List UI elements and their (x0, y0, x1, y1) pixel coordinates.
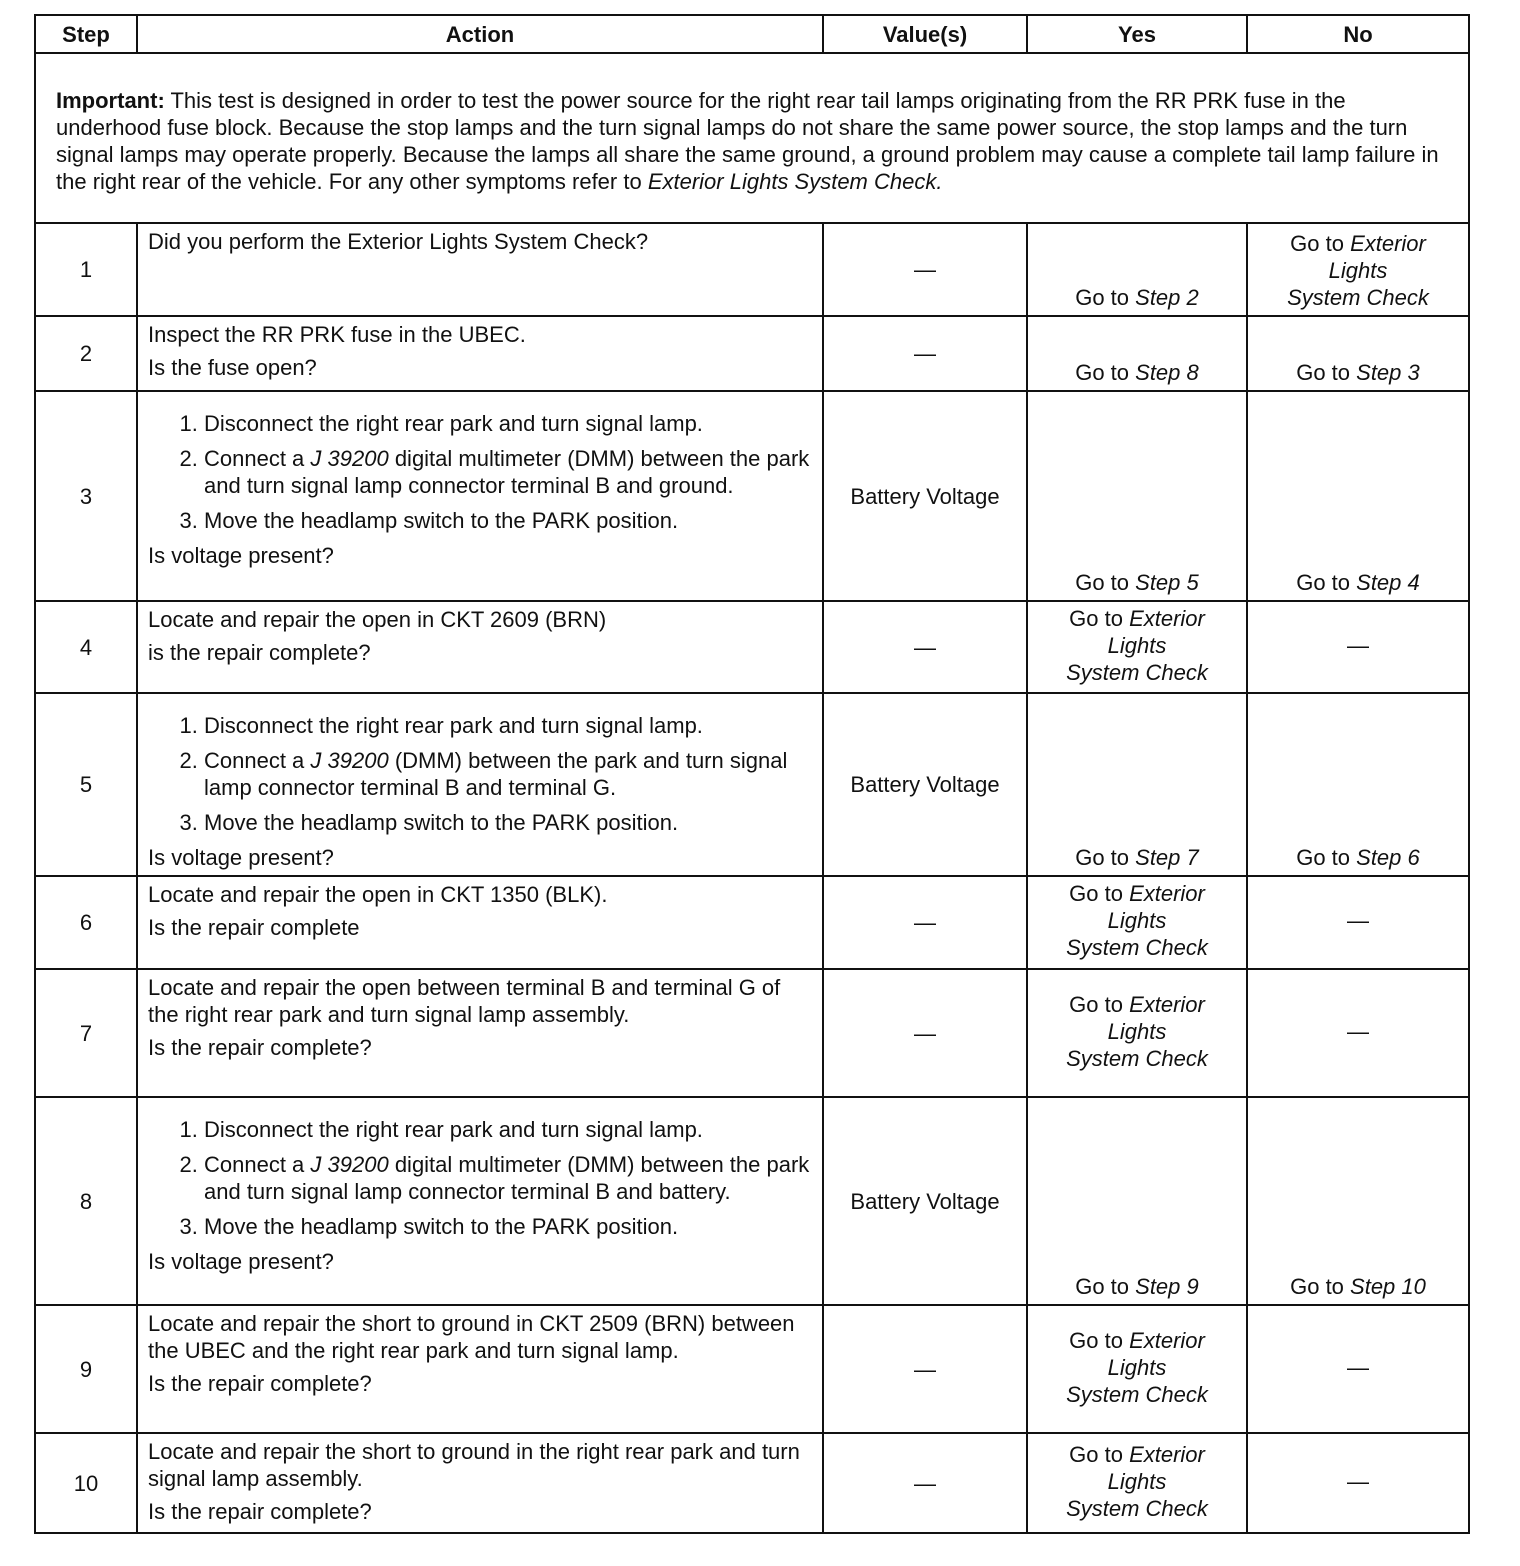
action-cell (137, 1305, 823, 1433)
yes-cell (1027, 1305, 1247, 1433)
item-text: Disconnect the right rear park and turn signal lamp. (204, 713, 703, 738)
action-question: Is the repair complete? (148, 1371, 372, 1396)
item-text: Disconnect the right rear park and turn signal lamp. (204, 1117, 703, 1142)
item-text: (DMM) between the park and turn signal lamp connector terminal B and terminal G. (204, 748, 788, 800)
yes-cell (1027, 223, 1247, 316)
step-number: 5 (35, 693, 137, 876)
exterior-ref-line2: Lights (1328, 258, 1388, 283)
item-text: Disconnect the right rear park and turn signal lamp. (204, 411, 703, 436)
yes-cell (1027, 876, 1247, 969)
action-cell (137, 693, 823, 876)
step-number: 2 (35, 316, 137, 391)
no-cell: — (1247, 1305, 1469, 1433)
no-cell (1247, 693, 1469, 876)
tool-ref: J 39200 (310, 446, 389, 471)
step-number: 7 (35, 969, 137, 1097)
yes-cell (1027, 969, 1247, 1097)
important-note (35, 53, 1469, 223)
list-item (204, 507, 812, 534)
action-question: Is the repair complete (148, 915, 360, 940)
yes-cell (1027, 693, 1247, 876)
step-ref-prefix: Step (1135, 360, 1187, 385)
important-note-row (35, 53, 1469, 223)
header-action: Action (137, 15, 823, 53)
tool-ref: J 39200 (310, 1152, 389, 1177)
table-row (35, 316, 1469, 391)
action-text: Locate and repair the short to ground in the right rear park and turn signal lamp assembly. (148, 1439, 800, 1491)
exterior-ref-line1: Exterior (1350, 231, 1426, 256)
exterior-ref-line3: System Check (1066, 1045, 1208, 1071)
goto-label: Go to (1075, 360, 1136, 385)
list-item (204, 1213, 812, 1240)
goto-label: Go to (1069, 1441, 1130, 1467)
exterior-ref-line1: Exterior (1129, 881, 1205, 906)
action-text: Locate and repair the open in CKT 2609 (BRN) (148, 607, 607, 632)
exterior-ref-line2: Lights (1107, 632, 1167, 658)
item-text: Move the headlamp switch to the PARK position. (204, 508, 679, 533)
item-text: digital multimeter (DMM) between the park and turn signal lamp connector terminal B and ground. (204, 446, 810, 498)
step-ref-number: 6 (1407, 845, 1420, 870)
no-cell (1247, 316, 1469, 391)
no-cell: — (1247, 876, 1469, 969)
no-cell: — (1247, 969, 1469, 1097)
goto-label: Go to (1075, 1274, 1136, 1299)
action-cell (137, 601, 823, 693)
step-ref-prefix: Step (1350, 1274, 1402, 1299)
step-ref-number: 5 (1186, 570, 1199, 595)
step-ref-number: 2 (1186, 285, 1199, 310)
step-number: 4 (35, 601, 137, 693)
goto-label: Go to (1069, 1327, 1130, 1353)
value-cell: — (823, 969, 1027, 1097)
important-text: This test is designed in order to test the power source for the right rear tail lamps originating from the RR PRK fuse in the underhood fuse block. Because the stop lamps and the turn signal lamps do not share the same power source, the stop lamps and the turn signal lamps may operate properly. Because the lamps all share the same ground, a ground problem may cause a complete tail lamp failure in the right rear of the vehicle. For any other symptoms refer to (56, 88, 1439, 194)
yes-cell (1027, 391, 1247, 601)
step-ref-number: 10 (1401, 1274, 1426, 1299)
item-text: digital multimeter (DMM) between the park and turn signal lamp connector terminal B and battery. (204, 1152, 810, 1204)
step-number: 10 (35, 1433, 137, 1533)
exterior-ref-line2: Lights (1107, 1468, 1167, 1494)
value-cell: Battery Voltage (823, 1097, 1027, 1305)
exterior-ref-line1: Exterior (1129, 991, 1205, 1017)
list-item (204, 1116, 812, 1143)
step-ref-prefix: Step (1135, 1274, 1187, 1299)
value-cell: — (823, 601, 1027, 693)
step-ref-number: 4 (1407, 570, 1420, 595)
value-cell: Battery Voltage (823, 391, 1027, 601)
exterior-ref-line2: Lights (1107, 1354, 1167, 1380)
value-cell: — (823, 316, 1027, 391)
action-question: Is voltage present? (148, 1249, 334, 1274)
header-values: Value(s) (823, 15, 1027, 53)
goto-label: Go to (1290, 231, 1351, 256)
table-row (35, 693, 1469, 876)
table-row (35, 1305, 1469, 1433)
table-row (35, 969, 1469, 1097)
list-item (204, 809, 812, 836)
header-no: No (1247, 15, 1469, 53)
list-item (204, 747, 812, 801)
goto-label: Go to (1075, 845, 1136, 870)
action-question: Is the fuse open? (148, 355, 317, 380)
no-cell: — (1247, 601, 1469, 693)
list-item (204, 712, 812, 739)
action-text: Locate and repair the open in CKT 1350 (BLK). (148, 882, 608, 907)
yes-cell (1027, 601, 1247, 693)
action-cell (137, 1433, 823, 1533)
action-cell (137, 969, 823, 1097)
action-text: Locate and repair the open between terminal B and terminal G of the right rear park and turn signal lamp assembly. (148, 975, 781, 1027)
value-cell: — (823, 223, 1027, 316)
table-row (35, 223, 1469, 316)
step-ref-prefix: Step (1356, 845, 1408, 870)
action-question: Is the repair complete? (148, 1499, 372, 1524)
value-cell: — (823, 1433, 1027, 1533)
action-question: Is the repair complete? (148, 1035, 372, 1060)
action-text: Did you perform the Exterior Lights System Check? (148, 229, 649, 254)
step-ref-prefix: Step (1135, 285, 1187, 310)
header-yes: Yes (1027, 15, 1247, 53)
tool-ref: J 39200 (310, 748, 389, 773)
header-step: Step (35, 15, 137, 53)
action-cell (137, 1097, 823, 1305)
action-text: Locate and repair the short to ground in CKT 2509 (BRN) between the UBEC and the right rear park and turn signal lamp. (148, 1311, 795, 1363)
exterior-ref-line2: Lights (1107, 908, 1167, 933)
action-steps-list (148, 410, 812, 534)
important-label: Important: (56, 88, 165, 113)
exterior-ref-line3: System Check (1066, 1381, 1208, 1407)
table-row (35, 876, 1469, 969)
goto-label: Go to (1075, 570, 1136, 595)
step-ref-prefix: Step (1135, 845, 1187, 870)
exterior-ref-line3: System Check (1066, 659, 1208, 685)
no-cell (1247, 391, 1469, 601)
exterior-ref-line3: System Check (1066, 1495, 1208, 1521)
action-cell (137, 223, 823, 316)
item-text: Move the headlamp switch to the PARK position. (204, 810, 679, 835)
header-row (35, 15, 1469, 53)
action-question: Is voltage present? (148, 845, 334, 870)
step-number: 1 (35, 223, 137, 316)
action-steps-list (148, 712, 812, 836)
action-question: Is voltage present? (148, 543, 334, 568)
action-text: Inspect the RR PRK fuse in the UBEC. (148, 322, 526, 347)
value-cell: Battery Voltage (823, 693, 1027, 876)
value-cell: — (823, 876, 1027, 969)
important-ref: Exterior Lights System Check. (647, 169, 943, 194)
exterior-ref-line3: System Check (1066, 935, 1208, 960)
list-item (204, 445, 812, 499)
step-ref-number: 3 (1407, 360, 1420, 385)
step-number: 8 (35, 1097, 137, 1305)
table-row (35, 1097, 1469, 1305)
goto-label: Go to (1069, 605, 1130, 631)
item-text: Connect a (204, 446, 311, 471)
item-text: Connect a (204, 748, 311, 773)
step-number: 3 (35, 391, 137, 601)
yes-cell (1027, 1097, 1247, 1305)
exterior-ref-line2: Lights (1107, 1018, 1167, 1044)
action-steps-list (148, 1116, 812, 1240)
no-cell (1247, 223, 1469, 316)
no-cell (1247, 1097, 1469, 1305)
step-number: 6 (35, 876, 137, 969)
item-text: Connect a (204, 1152, 311, 1177)
goto-label: Go to (1296, 845, 1357, 870)
yes-cell (1027, 316, 1247, 391)
goto-label: Go to (1296, 360, 1357, 385)
yes-cell (1027, 1433, 1247, 1533)
step-ref-number: 7 (1186, 845, 1199, 870)
goto-label: Go to (1069, 991, 1130, 1017)
step-ref-prefix: Step (1356, 360, 1408, 385)
goto-label: Go to (1296, 570, 1357, 595)
table-row (35, 601, 1469, 693)
action-cell (137, 391, 823, 601)
action-cell (137, 876, 823, 969)
list-item (204, 410, 812, 437)
diagnostic-table (34, 14, 1470, 1534)
exterior-ref-line3: System Check (1287, 285, 1429, 310)
exterior-ref-line1: Exterior (1129, 605, 1205, 631)
exterior-ref-line1: Exterior (1129, 1441, 1205, 1467)
goto-label: Go to (1290, 1274, 1351, 1299)
step-ref-prefix: Step (1356, 570, 1408, 595)
table-row (35, 1433, 1469, 1533)
diagnostic-table-sheet (34, 14, 1468, 1534)
value-cell: — (823, 1305, 1027, 1433)
no-cell: — (1247, 1433, 1469, 1533)
action-question: is the repair complete? (148, 640, 371, 665)
exterior-ref-line1: Exterior (1129, 1327, 1205, 1353)
step-ref-number: 8 (1186, 360, 1199, 385)
action-cell (137, 316, 823, 391)
table-row (35, 391, 1469, 601)
step-ref-prefix: Step (1135, 570, 1187, 595)
item-text: Move the headlamp switch to the PARK position. (204, 1214, 679, 1239)
goto-label: Go to (1069, 881, 1130, 906)
list-item (204, 1151, 812, 1205)
step-ref-number: 9 (1186, 1274, 1199, 1299)
goto-label: Go to (1075, 285, 1136, 310)
step-number: 9 (35, 1305, 137, 1433)
